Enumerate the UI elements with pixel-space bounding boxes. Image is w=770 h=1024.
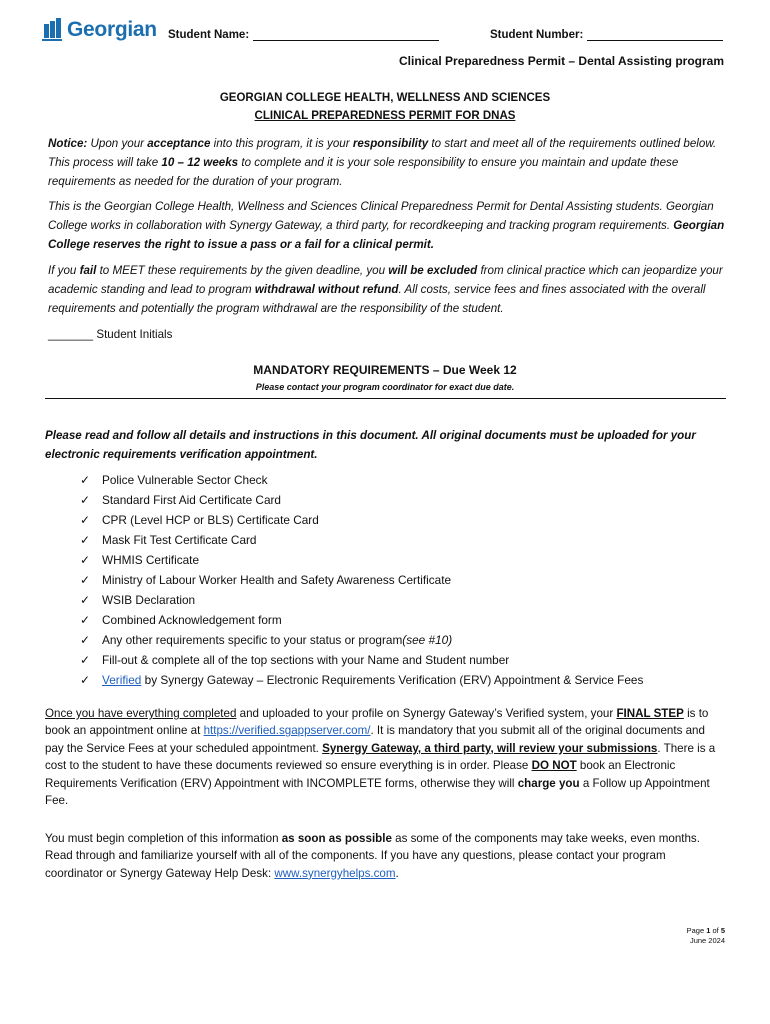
final-step-paragraph: Once you have everything completed and uploaded to your profile on Synergy Gateway’s Verified system, your FINAL STEP is to book an appointment online at https://verified.sgappserver.com/. It is mandatory that you submit all of the original documents and pay the Service Fees at your scheduled appointment. Synergy Gateway, a third party, will review your submissions. There is a cost to the student to have these documents reviewed so ensure everything is in order. Please DO NOT book an Electronic Requirements Verification (ERV) Appointment with INCOMPLETE forms, otherwise they will charge you a Follow up Appointment Fee.	[45, 707, 716, 808]
notice-paragraph: Notice: Upon your acceptance into this program, it is your responsibility to start and meet all of the requirements outlined below. This process will take 10 – 12 weeks to complete and it is your sole responsibility to ensure you maintain and update these requirements as needed for the duration of your program.	[48, 137, 717, 188]
page-number: Page 1 of 5	[686, 926, 725, 935]
list-item: ✓ Fill-out & complete all of the top sections with your Name and Student number	[80, 650, 740, 670]
student-initials[interactable]: _______ Student Initials	[48, 328, 173, 341]
list-item: ✓ Standard First Aid Certificate Card	[80, 490, 740, 510]
student-number-line[interactable]	[587, 28, 723, 41]
mandatory-subtitle: Please contact your program coordinator for exact due date.	[255, 382, 515, 392]
list-item: ✓ Mask Fit Test Certificate Card	[80, 530, 740, 550]
requirements-checklist	[80, 470, 740, 690]
checkmark-icon: ✓	[80, 533, 91, 547]
checkmark-icon: ✓	[80, 593, 91, 607]
georgian-logo	[42, 18, 157, 42]
checkmark-icon: ✓	[80, 613, 91, 627]
checkmark-icon: ✓	[80, 673, 91, 687]
permit-heading: CLINICAL PREPAREDNESS PERMIT FOR DNAS	[254, 110, 516, 122]
georgian-logo-icon	[42, 18, 64, 42]
divider-rule	[45, 398, 726, 399]
list-item: ✓ Combined Acknowledgement form	[80, 610, 740, 630]
intro-paragraph: This is the Georgian College Health, Wellness and Sciences Clinical Preparedness Permit for Dental Assisting students. Georgian College works in collaboration with Synergy Gateway, a third party, for recordkeeping and tracking program requirements. Georgian College reserves the right to issue a pass or a fail for a clinical permit.	[48, 200, 725, 251]
checkmark-icon: ✓	[80, 553, 91, 567]
notice-label: Notice:	[48, 137, 88, 150]
mandatory-heading: MANDATORY REQUIREMENTS – Due Week 12	[253, 363, 517, 377]
instructions-paragraph: Please read and follow all details and instructions in this document. All original documents must be uploaded for your electronic requirements verification appointment.	[45, 429, 696, 461]
verified-url-link[interactable]: https://verified.sgappserver.com/	[203, 724, 371, 738]
failure-paragraph: If you fail to MEET these requirements by the given deadline, you will be excluded from clinical practice which can jeopardize your academic standing and lead to program withdrawal without refund. All costs, service fees and fines associated with the overall requirements and potentially the program withdrawal are the responsibility of the student.	[48, 264, 723, 315]
student-name-label: Student Name:	[168, 29, 250, 41]
checkmark-icon: ✓	[80, 573, 91, 587]
list-item: ✓ Police Vulnerable Sector Check	[80, 470, 740, 490]
list-item: ✓ Any other requirements specific to your status or program (see #10)	[80, 630, 740, 650]
list-item: ✓ CPR (Level HCP or BLS) Certificate Card	[80, 510, 740, 530]
revision-date: June 2024	[689, 936, 725, 945]
synergy-helps-link[interactable]: www.synergyhelps.com	[274, 866, 396, 880]
list-item: ✓ Ministry of Labour Worker Health and Safety Awareness Certificate	[80, 570, 740, 590]
student-name-field	[168, 28, 439, 41]
list-item: ✓ WHMIS Certificate	[80, 550, 740, 570]
checkmark-icon: ✓	[80, 493, 91, 507]
college-heading: GEORGIAN COLLEGE HEALTH, WELLNESS AND SCIENCES	[219, 92, 551, 104]
logo-text: Georgian	[67, 18, 157, 41]
checkmark-icon: ✓	[80, 633, 91, 647]
checkmark-icon: ✓	[80, 473, 91, 487]
begin-paragraph: You must begin completion of this information as soon as possible as some of the components may take weeks, even months. Read through and familiarize yourself with all of the components. If you have any questions, please contact your program coordinator or Synergy Gateway Help Desk: www.synergyhelps.com.	[45, 832, 700, 880]
verified-link[interactable]: Verified	[102, 673, 142, 687]
checkmark-icon: ✓	[80, 653, 91, 667]
student-name-line[interactable]	[253, 28, 439, 41]
student-number-label: Student Number:	[490, 29, 584, 41]
list-item: ✓ WSIB Declaration	[80, 590, 740, 610]
list-item: ✓ Verified by Synergy Gateway – Electronic Requirements Verification (ERV) Appointment & Service Fees	[80, 670, 740, 690]
page-footer	[687, 926, 725, 946]
student-number-field	[490, 28, 723, 41]
checkmark-icon: ✓	[80, 513, 91, 527]
permit-title: Clinical Preparedness Permit – Dental Assisting program	[399, 54, 724, 68]
